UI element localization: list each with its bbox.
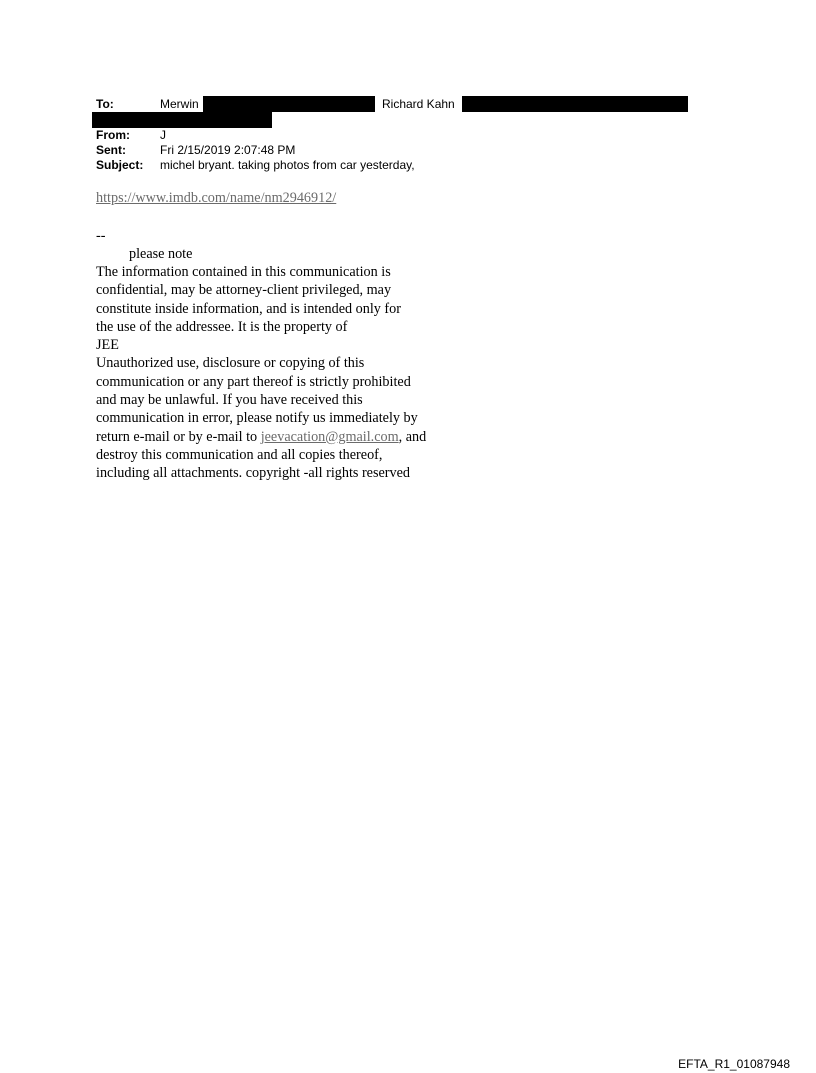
subject-value: michel bryant. taking photos from car yesterday,: [160, 158, 415, 172]
signature-dashes: --: [96, 228, 106, 244]
from-row: [0, 128, 816, 142]
disclaimer-line: The information contained in this communication is: [96, 264, 391, 280]
to-label: To:: [96, 97, 114, 111]
disclaimer-line: destroy this communication and all copies thereof,: [96, 446, 383, 463]
to-row: [0, 97, 816, 111]
disclaimer-line: confidential, may be attorney-client privileged, may: [96, 282, 392, 299]
document-id: EFTA_R1_01087948: [678, 1057, 790, 1071]
disclaimer-line: Unauthorized use, disclosure or copying of this: [96, 355, 365, 372]
imdb-link[interactable]: https://www.imdb.com/name/nm2946912/: [96, 190, 337, 206]
disclaimer-line: communication in error, please notify us immediately by: [96, 410, 418, 427]
return-prefix: return e-mail or by e-mail to: [96, 428, 261, 445]
from-value: J: [160, 128, 166, 142]
sent-row: [0, 143, 816, 157]
disclaimer-block: [96, 263, 426, 483]
to-recipient-2: Richard Kahn: [382, 97, 455, 111]
redaction-bar: [92, 112, 272, 128]
disclaimer-line: JEE: [96, 337, 119, 354]
disclaimer-line: and may be unlawful. If you have received this: [96, 392, 363, 409]
sent-label: Sent:: [96, 143, 126, 157]
redaction-bar: [203, 96, 375, 112]
sent-value: Fri 2/15/2019 2:07:48 PM: [160, 143, 296, 157]
email-link[interactable]: jeevacation@gmail.com: [260, 428, 399, 445]
disclaimer-line: communication or any part thereof is strictly prohibited: [96, 373, 411, 390]
redaction-bar: [462, 96, 688, 112]
subject-row: [0, 158, 816, 172]
to-recipient-1: Merwin: [160, 97, 199, 111]
from-label: From:: [96, 128, 130, 142]
disclaimer-line-email: [96, 428, 426, 446]
disclaimer-line: the use of the addressee. It is the property of: [96, 318, 348, 335]
subject-label: Subject:: [96, 158, 144, 172]
please-note-text: please note: [129, 246, 193, 262]
return-suffix: , and: [398, 428, 427, 445]
disclaimer-line: constitute inside information, and is intended only for: [96, 300, 401, 317]
body-link-line: [96, 189, 336, 207]
disclaimer-line: including all attachments. copyright -all rights reserved: [96, 465, 411, 482]
